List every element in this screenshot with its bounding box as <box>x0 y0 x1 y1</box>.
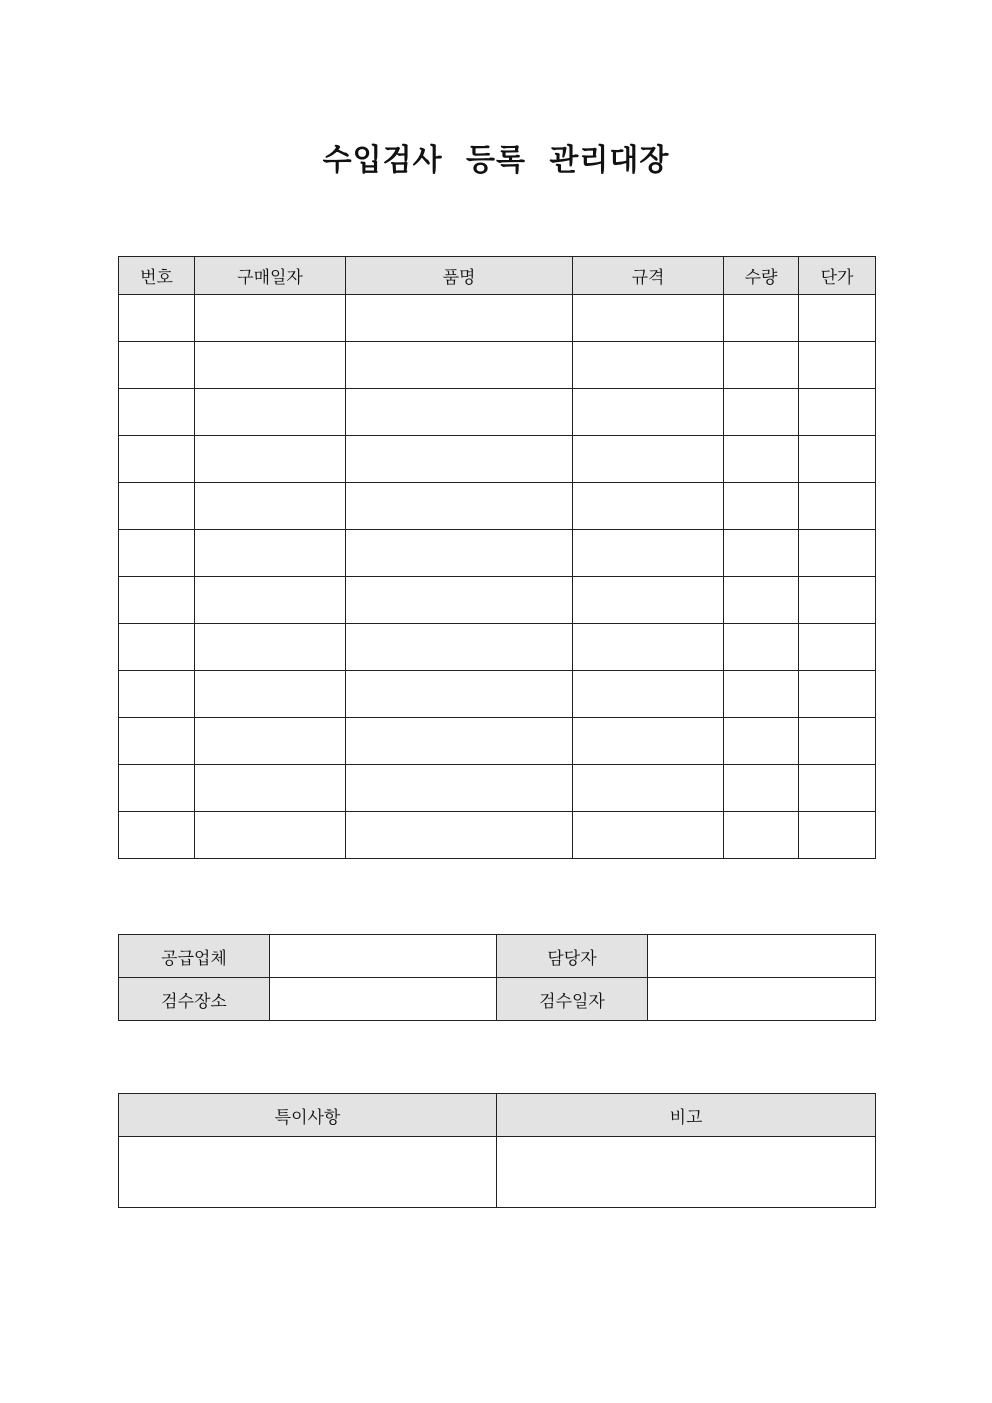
cell-item-name[interactable] <box>346 342 573 389</box>
cell-spec[interactable] <box>573 342 724 389</box>
page-title: 수입검사 등록 관리대장 <box>322 143 670 178</box>
cell-quantity[interactable] <box>724 342 799 389</box>
cell-number[interactable] <box>119 295 195 342</box>
cell-unit-price[interactable] <box>799 577 876 624</box>
cell-purchase-date[interactable] <box>195 389 346 436</box>
table-row <box>119 577 876 624</box>
cell-number[interactable] <box>119 483 195 530</box>
cell-number[interactable] <box>119 436 195 483</box>
column-header-unit-price: 단가 <box>799 257 876 295</box>
cell-purchase-date[interactable] <box>195 530 346 577</box>
cell-unit-price[interactable] <box>799 671 876 718</box>
cell-quantity[interactable] <box>724 530 799 577</box>
table-row <box>119 624 876 671</box>
cell-unit-price[interactable] <box>799 436 876 483</box>
cell-unit-price[interactable] <box>799 765 876 812</box>
cell-purchase-date[interactable] <box>195 718 346 765</box>
cell-item-name[interactable] <box>346 436 573 483</box>
cell-quantity[interactable] <box>724 295 799 342</box>
cell-spec[interactable] <box>573 718 724 765</box>
inspection-date-label: 검수일자 <box>497 978 648 1021</box>
column-header-item-name: 품명 <box>346 257 573 295</box>
table-row <box>119 295 876 342</box>
info-row <box>119 935 876 978</box>
cell-quantity[interactable] <box>724 812 799 859</box>
cell-number[interactable] <box>119 765 195 812</box>
remarks-label: 비고 <box>497 1094 876 1137</box>
inspection-location-field[interactable] <box>270 978 497 1021</box>
cell-quantity[interactable] <box>724 718 799 765</box>
table-row <box>119 812 876 859</box>
remarks-body-row <box>119 1137 876 1208</box>
supplier-label: 공급업체 <box>119 935 270 978</box>
cell-unit-price[interactable] <box>799 718 876 765</box>
table-row <box>119 718 876 765</box>
cell-unit-price[interactable] <box>799 483 876 530</box>
cell-unit-price[interactable] <box>799 530 876 577</box>
cell-spec[interactable] <box>573 483 724 530</box>
cell-item-name[interactable] <box>346 295 573 342</box>
cell-purchase-date[interactable] <box>195 436 346 483</box>
cell-item-name[interactable] <box>346 483 573 530</box>
info-row <box>119 978 876 1021</box>
inspection-register-table <box>118 256 876 859</box>
cell-spec[interactable] <box>573 389 724 436</box>
cell-number[interactable] <box>119 389 195 436</box>
cell-purchase-date[interactable] <box>195 483 346 530</box>
cell-spec[interactable] <box>573 295 724 342</box>
cell-spec[interactable] <box>573 765 724 812</box>
inspection-date-field[interactable] <box>648 978 876 1021</box>
cell-item-name[interactable] <box>346 812 573 859</box>
cell-unit-price[interactable] <box>799 342 876 389</box>
cell-purchase-date[interactable] <box>195 577 346 624</box>
cell-number[interactable] <box>119 530 195 577</box>
table-header-row <box>119 257 876 295</box>
special-notes-label: 특이사항 <box>119 1094 497 1137</box>
cell-number[interactable] <box>119 577 195 624</box>
cell-purchase-date[interactable] <box>195 765 346 812</box>
supplier-field[interactable] <box>270 935 497 978</box>
cell-spec[interactable] <box>573 812 724 859</box>
cell-number[interactable] <box>119 671 195 718</box>
cell-number[interactable] <box>119 342 195 389</box>
cell-purchase-date[interactable] <box>195 295 346 342</box>
remarks-table <box>118 1093 876 1208</box>
cell-item-name[interactable] <box>346 389 573 436</box>
column-header-spec: 규격 <box>573 257 724 295</box>
cell-quantity[interactable] <box>724 624 799 671</box>
cell-number[interactable] <box>119 624 195 671</box>
cell-unit-price[interactable] <box>799 389 876 436</box>
table-row <box>119 765 876 812</box>
cell-item-name[interactable] <box>346 530 573 577</box>
cell-spec[interactable] <box>573 530 724 577</box>
table-row <box>119 389 876 436</box>
manager-field[interactable] <box>648 935 876 978</box>
table-row <box>119 671 876 718</box>
cell-spec[interactable] <box>573 436 724 483</box>
cell-unit-price[interactable] <box>799 295 876 342</box>
cell-unit-price[interactable] <box>799 624 876 671</box>
cell-purchase-date[interactable] <box>195 624 346 671</box>
cell-purchase-date[interactable] <box>195 671 346 718</box>
remarks-field[interactable] <box>497 1137 876 1208</box>
cell-quantity[interactable] <box>724 483 799 530</box>
cell-number[interactable] <box>119 812 195 859</box>
inspection-location-label: 검수장소 <box>119 978 270 1021</box>
cell-item-name[interactable] <box>346 624 573 671</box>
manager-label: 담당자 <box>497 935 648 978</box>
cell-spec[interactable] <box>573 671 724 718</box>
table-row <box>119 436 876 483</box>
column-header-purchase-date: 구매일자 <box>195 257 346 295</box>
cell-item-name[interactable] <box>346 765 573 812</box>
column-header-quantity: 수량 <box>724 257 799 295</box>
cell-item-name[interactable] <box>346 671 573 718</box>
cell-item-name[interactable] <box>346 718 573 765</box>
cell-unit-price[interactable] <box>799 812 876 859</box>
cell-number[interactable] <box>119 718 195 765</box>
table-row <box>119 530 876 577</box>
column-header-number: 번호 <box>119 257 195 295</box>
table-row <box>119 342 876 389</box>
cell-quantity[interactable] <box>724 671 799 718</box>
cell-quantity[interactable] <box>724 436 799 483</box>
remarks-header-row <box>119 1094 876 1137</box>
special-notes-field[interactable] <box>119 1137 497 1208</box>
cell-purchase-date[interactable] <box>195 812 346 859</box>
table-row <box>119 483 876 530</box>
cell-quantity[interactable] <box>724 765 799 812</box>
cell-purchase-date[interactable] <box>195 342 346 389</box>
cell-spec[interactable] <box>573 577 724 624</box>
cell-quantity[interactable] <box>724 577 799 624</box>
cell-spec[interactable] <box>573 624 724 671</box>
cell-item-name[interactable] <box>346 577 573 624</box>
cell-quantity[interactable] <box>724 389 799 436</box>
inspection-info-table <box>118 934 876 1021</box>
